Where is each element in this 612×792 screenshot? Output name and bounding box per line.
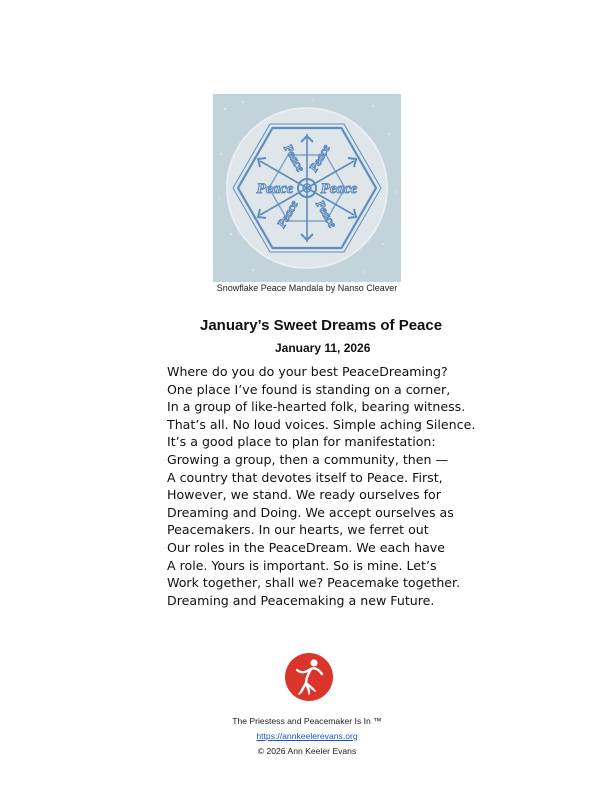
poem-line: Growing a group, then a community, then — xyxy=(167,451,449,467)
poem-line: Peacemakers. In our hearts, we ferret out xyxy=(167,522,429,538)
svg-text:Peace: Peace xyxy=(256,181,294,197)
poem xyxy=(167,363,507,609)
svg-text:Peace: Peace xyxy=(274,197,301,231)
svg-text:Peace: Peace xyxy=(306,141,333,175)
copyright-notice: © 2026 Ann Keeler Evans xyxy=(257,746,357,756)
svg-text:Peace: Peace xyxy=(320,181,358,197)
poem-line: Work together, shall we? Peacemake together. xyxy=(167,575,461,591)
poem-line: That’s all. No loud voices. Simple aching Silence. xyxy=(167,416,476,432)
figure-caption: Snowflake Peace Mandala by Nanso Cleaver xyxy=(216,283,398,293)
dancing-figure-logo-icon xyxy=(284,652,334,702)
page-title: January’s Sweet Dreams of Peace xyxy=(200,317,443,334)
poem-line: It’s a good place to plan for manifestation: xyxy=(167,434,436,450)
svg-text:Peace: Peace xyxy=(313,197,340,231)
poem-line: Dreaming and Peacemaking a new Future. xyxy=(167,592,435,608)
poem-line: Dreaming and Doing. We accept ourselves as xyxy=(167,504,454,520)
footer-tagline: The Priestess and Peacemaker Is In ™ xyxy=(232,716,382,726)
poem-line: In a group of like-hearted folk, bearing witness. xyxy=(167,399,466,415)
snowflake-peace-mandala-image xyxy=(213,94,401,282)
poem-line: A country that devotes itself to Peace. First, xyxy=(167,469,443,485)
poem-line: One place I’ve found is standing on a corner, xyxy=(167,381,451,397)
svg-text:Peace: Peace xyxy=(281,141,308,175)
page-date: January 11, 2026 xyxy=(275,341,371,355)
poem-line: A role. Yours is important. So is mine. Let’s xyxy=(167,557,437,573)
poem-line: Our roles in the PeaceDream. We each have xyxy=(167,539,446,555)
website-link[interactable]: https://annkeelerevans.org xyxy=(256,731,358,741)
poem-line: Where do you do your best PeaceDreaming? xyxy=(167,364,448,379)
poem-line: However, we stand. We ready ourselves for xyxy=(167,487,441,503)
